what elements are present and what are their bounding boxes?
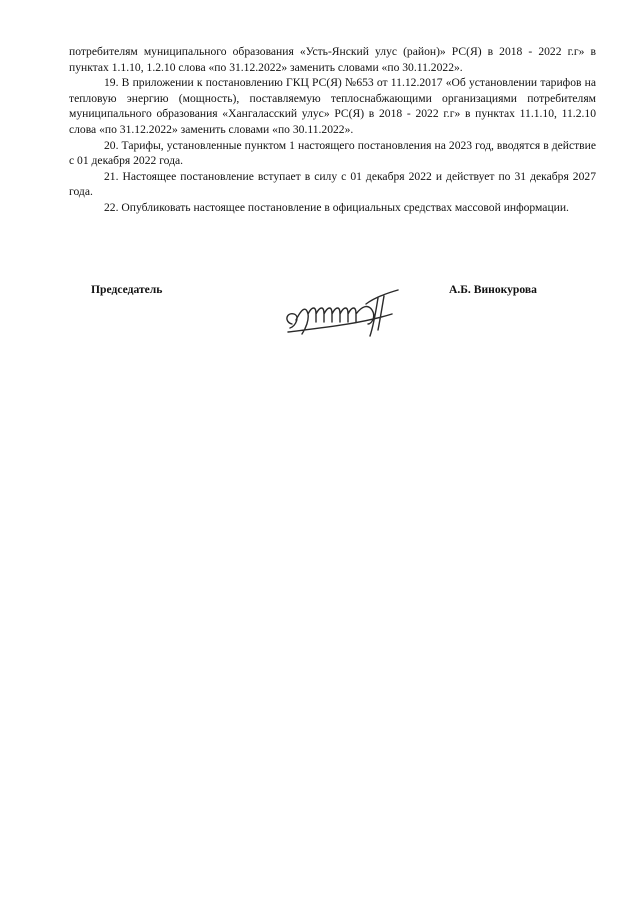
signatory-title: Председатель [91,283,163,296]
paragraph-item-21: 21. Настоящее постановление вступает в силу с 01 декабря 2022 и действует по 31 декабря 2027 года. [69,169,596,199]
document-body [69,44,596,216]
handwritten-signature [280,284,412,344]
paragraph-item-19: 19. В приложении к постановлению ГКЦ РС(Я) №653 от 11.12.2017 «Об установлении тарифов на тепловую энергию (мощность), поставляемую теплоснабжающими организациями потребителям муниципального образования «Хангаласский улус» РС(Я) в 2018 - 2022 г.г» в пунктах 11.1.10, 11.2.10 слова «по 31.12.2022» заменить словами «по 30.11.2022». [69,76,596,136]
signatory-name: А.Б. Винокурова [449,283,537,296]
signature-block [0,280,640,350]
signature-stroke [287,290,398,336]
paragraph-item-22: 22. Опубликовать настоящее постановление в официальных средствах массовой информации. [104,200,569,214]
paragraph-item-20: 20. Тарифы, установленные пунктом 1 настоящего постановления на 2023 год, вводятся в действие с 01 декабря 2022 года. [69,138,596,168]
paragraph-continuation: потребителям муниципального образования «Усть-Янский улус (район)» РС(Я) в 2018 - 2022 г.г» в пунктах 1.1.10, 1.2.10 слова «по 31.12.2022» заменить словами «по 30.11.2022». [69,45,596,74]
